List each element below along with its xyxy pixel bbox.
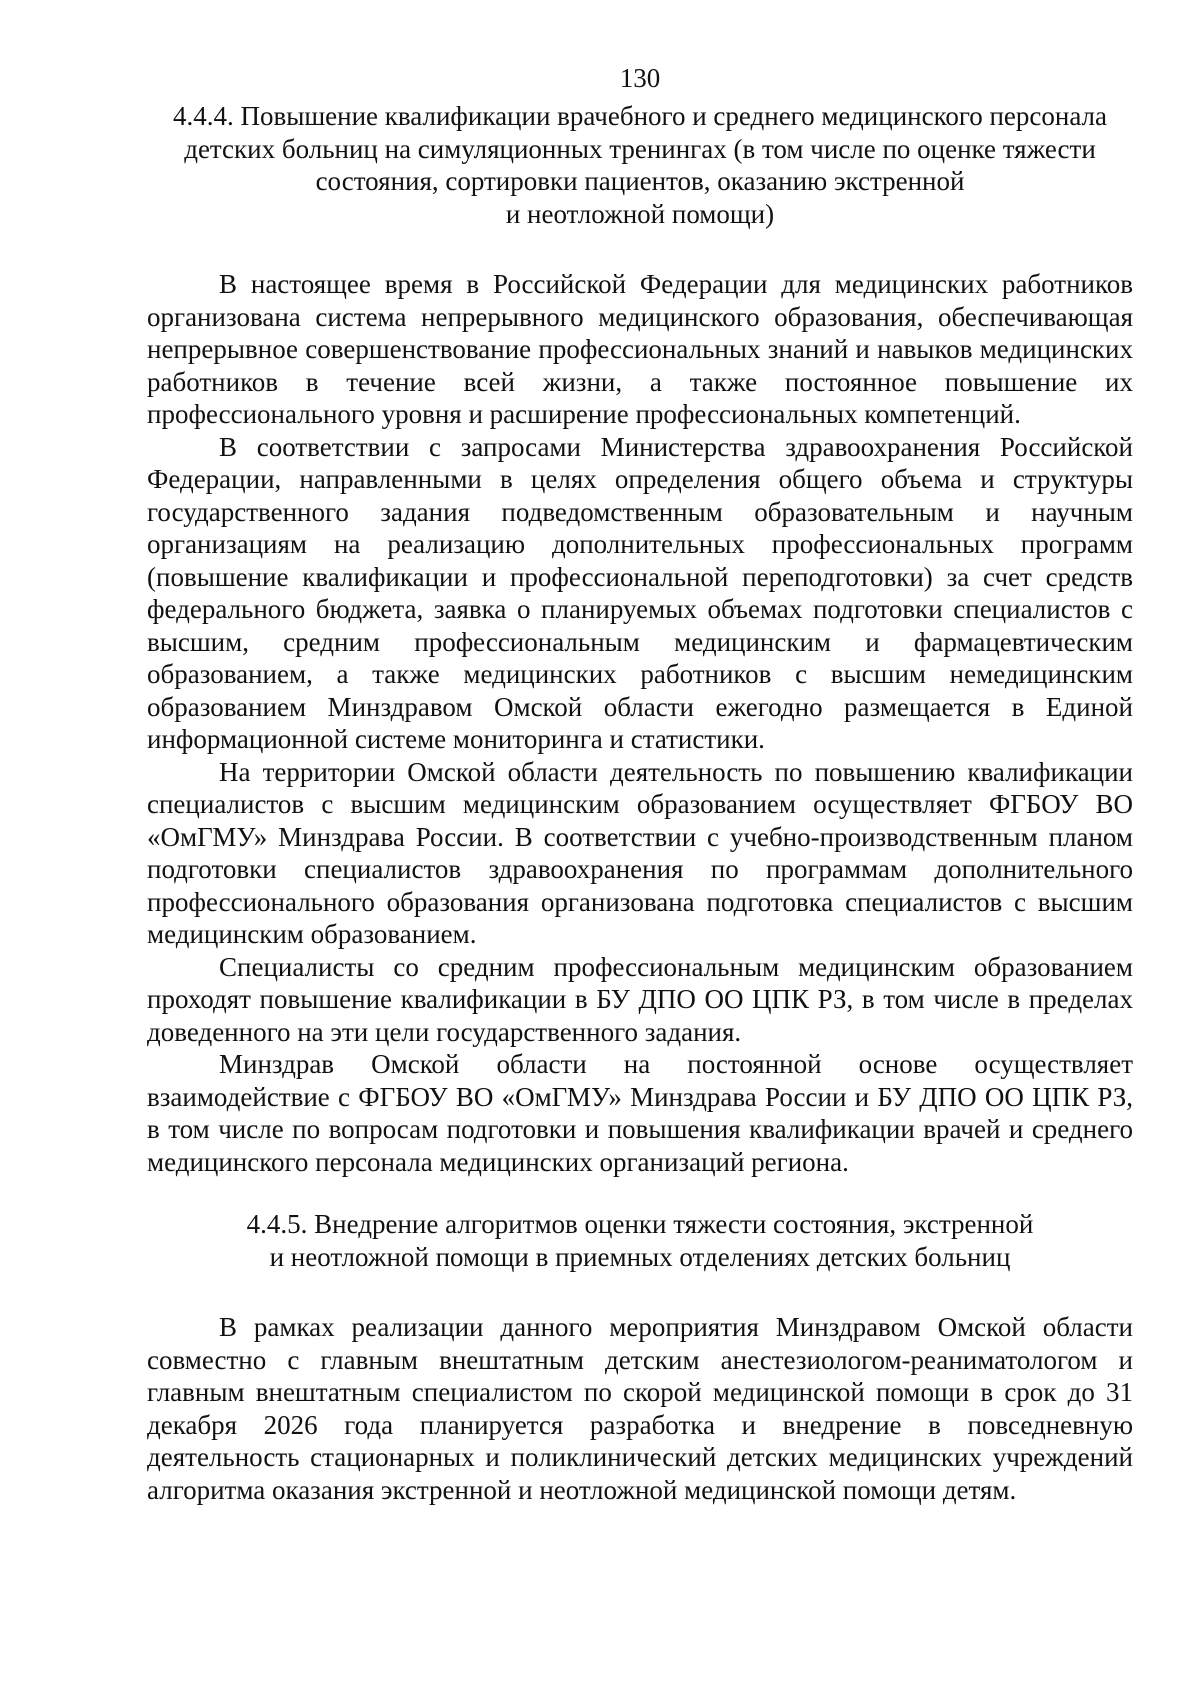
paragraph-continuing-education: В настоящее время в Российской Федерации для медицинских работников организована система непрерывного медицинского образования, обеспечивающая непрерывное совершенствование профессиональных знаний и навыков медицинских работников в течение всей жизни, а также постоянное повышение их профессионального уровня и расширение профессиональных компетенций. — [147, 269, 1133, 429]
section-heading-4-4-4 — [147, 100, 1133, 230]
paragraph-omsk-higher-education: На территории Омской области деятельность по повышению квалификации специалистов с высшим медицинским образованием осуществляет ФГБОУ ВО «ОмГМУ» Минздрава России. В соответствии с учебно-производственным планом подготовки специалистов здравоохранения по программам дополнительного профессионального образования организована подготовка специалистов с высшим медицинским образованием. — [147, 756, 1133, 949]
paragraph-secondary-specialists: Специалисты со средним профессиональным медицинским образованием проходят повышение квалификации в БУ ДПО ОО ЦПК РЗ, в том числе в пределах доведенного на эти цели государственного задания. — [147, 951, 1133, 1047]
heading-line: детских больниц на симуляционных тренингах (в том числе по оценке тяжести — [184, 133, 1096, 164]
paragraph-algorithm-implementation: В рамках реализации данного мероприятия Минздравом Омской области совместно с главным внештатным детским анестезиологом-реаниматологом и главным внештатным специалистом по скорой медицинской помощи в срок до 31 декабря 2026 года планируется разработка и внедрение в повседневную деятельность стационарных и поликлинический детских медицинских учреждений алгоритма оказания экстренной и неотложной медицинской помощи детям. — [147, 1312, 1133, 1505]
paragraph-ministry-requests: В соответствии с запросами Министерства здравоохранения Российской Федерации, направленными в целях определения общего объема и структуры государственного задания подведомственным образовательным и научным организациям на реализацию дополнительных профессиональных программ (повышение квалификации и профессиональной переподготовки) за счет средств федерального бюджета, заявка о планируемых объемах подготовки специалистов с высшим, средним профессиональным медицинским и фармацевтическим образованием, а также медицинских работников с высшим немедицинским образованием Минздравом Омской области ежегодно размещается в Единой информационной системе мониторинга и статистики. — [147, 431, 1133, 754]
heading-line: 4.4.4. Повышение квалификации врачебного и среднего медицинского персонала — [172, 101, 1108, 131]
heading-line: состояния, сортировки пациентов, оказанию экстренной — [315, 166, 965, 196]
document-page — [147, 62, 1133, 1506]
heading-line: и неотложной помощи) — [505, 198, 775, 229]
heading-line: и неотложной помощи в приемных отделениях детских больниц — [269, 1241, 1011, 1272]
heading-line: 4.4.5. Внедрение алгоритмов оценки тяжести состояния, экстренной — [246, 1209, 1034, 1239]
section-heading-4-4-5 — [147, 1208, 1133, 1273]
paragraph-ministry-cooperation: Минздрав Омской области на постоянной основе осуществляет взаимодействие с ФГБОУ ВО «ОмГМУ» Минздрава России и БУ ДПО ОО ЦПК РЗ, в том числе по вопросам подготовки и повышения квалификации врачей и среднего медицинского персонала медицинских организаций региона. — [147, 1049, 1133, 1177]
page-number: 130 — [619, 63, 661, 93]
